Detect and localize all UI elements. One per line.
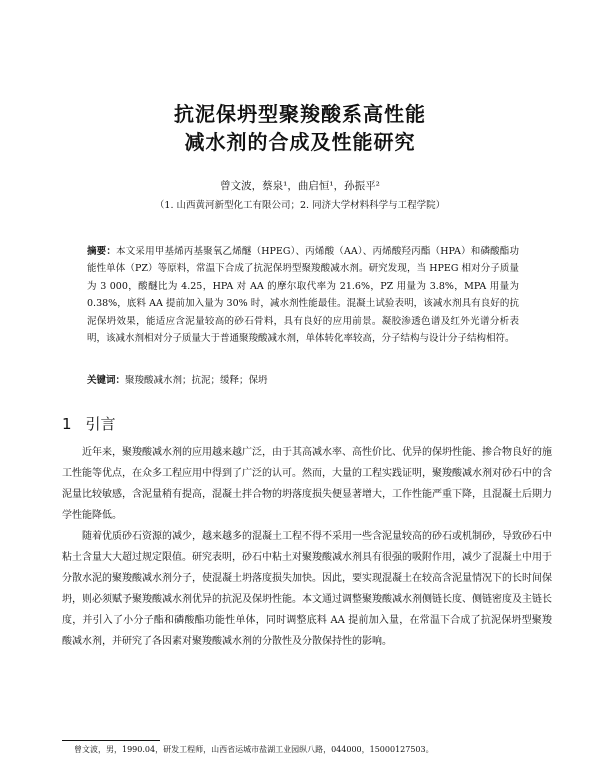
keywords [87,372,519,386]
footnote-rule [62,740,160,741]
keywords-text: 聚羧酸减水剂；抗泥；缓释；保坍 [125,375,268,386]
abstract [87,243,519,347]
paper-title-line-1: 抗泥保坍型聚羧酸系高性能 [174,102,426,126]
author-list: 曾文波，蔡泉¹，曲启恒¹，孙振平² [220,180,380,192]
keywords-label: 关键词： [87,375,126,386]
section-title: 引言 [85,415,116,433]
section-number: 1 [62,415,72,433]
affiliation: （1. 山西黄河新型化工有限公司；2. 同济大学材料科学与工程学院） [154,200,446,211]
abstract-text: 本文采用甲基烯丙基聚氧乙烯醚（HPEG）、丙烯酸（AA）、丙烯酸羟丙酯（HPA）和磷酸酯功能性单体（PZ）等原料，常温下合成了抗泥保坍型聚羧酸减水剂。研究发现，当 HPEG 相对分子质量为 3 000，酸醚比为 4.25，HPA 对 AA 的摩尔取代率为 21.6%，PZ 用量为 3.8%，MPA 用量为 0.38%，底料 AA 提前加入量为 30% 时，减水剂性能最佳。混凝土试验表明，该减水剂具有良好的抗泥保坍效果，能适应含泥量较高的砂石骨料，具有良好的应用前景。凝胶渗透色谱及红外光谱分析表明，该减水剂相对分子质量大于普通聚羧酸减水剂，单体转化率较高，分子结构与设计分子结构相符。 [87,246,519,345]
body-paragraph-1: 近年来，聚羧酸减水剂的应用越来越广泛，由于其高减水率、高性价比、优异的保坍性能、掺合物良好的施工性能等优点，在众多工程应用中得到了广泛的认可。然而，大量的工程实践证明，聚羧酸减水剂对砂石中的含泥量比较敏感，含泥量稍有提高，混凝土拌合物的坍落度损失便显著增大，工作性能严重下降，且混凝土后期力学性能降低。 [62,447,552,521]
abstract-label: 摘要： [87,246,117,257]
section-heading [62,413,116,434]
footnote: 曾文波，男，1990.04，研发工程师，山西省运城市盐湖工业园纵八路，044000，15000127503。 [74,745,434,754]
paper-title-line-2: 减水剂的合成及性能研究 [184,130,416,154]
body-paragraph-2: 随着优质砂石资源的减少，越来越多的混凝土工程不得不采用一些含泥量较高的砂石或机制砂，导致砂石中粘土含量大大超过规定限值。研究表明，砂石中粘土对聚羧酸减水剂具有很强的吸附作用，减少了混凝土中用于分散水泥的聚羧酸减水剂分子，使混凝土坍落度损失加快。因此，要实现混凝土在较高含泥量情况下的长时间保坍，则必须赋予聚羧酸减水剂优异的抗泥及保坍性能。本文通过调整聚羧酸减水剂侧链长度、侧链密度及主链长度，并引入了小分子酯和磷酸酯功能性单体，同时调整底料 AA 提前加入量，在常温下合成了抗泥保坍型聚羧酸减水剂，并研究了各因素对聚羧酸减水剂的分散性及分散保持性的影响。 [62,531,552,647]
